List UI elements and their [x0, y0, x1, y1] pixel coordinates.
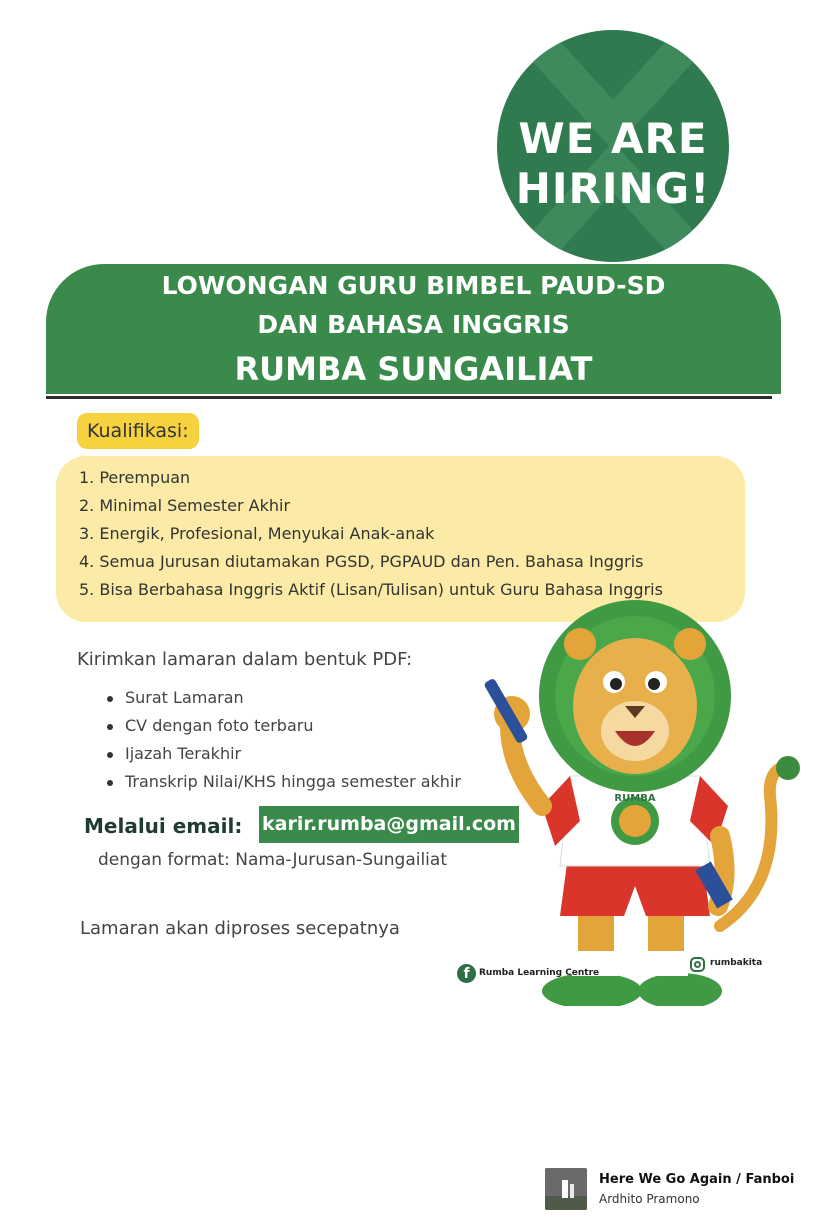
- email-address[interactable]: karir.rumba@gmail.com: [259, 806, 519, 843]
- email-label: Melalui email:: [84, 814, 243, 838]
- banner-title-line-3: RUMBA SUNGAILIAT: [234, 350, 593, 388]
- instagram-icon: [690, 957, 705, 972]
- banner-title-line-2: DAN BAHASA INGGRIS: [257, 310, 570, 339]
- album-art-thumbnail[interactable]: [545, 1168, 587, 1210]
- document-item: Ijazah Terakhir: [125, 744, 242, 763]
- album-art-icon: [545, 1168, 587, 1210]
- document-item: CV dengan foto terbaru: [125, 716, 314, 735]
- qualification-item: 4. Semua Jurusan diutamakan PGSD, PGPAUD dan Pen. Bahasa Inggris: [79, 552, 644, 571]
- song-title[interactable]: Here We Go Again / Fanboi: [599, 1172, 795, 1187]
- title-banner: [46, 264, 781, 394]
- document-item: Transkrip Nilai/KHS hingga semester akhir: [125, 772, 461, 791]
- instagram-handle: rumbakita: [710, 958, 763, 968]
- divider: [46, 396, 772, 399]
- format-note: dengan format: Nama-Jurusan-Sungailiat: [98, 850, 447, 870]
- qualification-item: 1. Perempuan: [79, 468, 191, 487]
- song-artist: Ardhito Pramono: [599, 1192, 700, 1206]
- mascot-shirt-text: RUMBA: [614, 793, 656, 804]
- qualification-item: 5. Bisa Berbahasa Inggris Aktif (Lisan/Tulisan) untuk Guru Bahasa Inggris: [79, 580, 663, 599]
- lion-mascot-illustration: [480, 596, 800, 1006]
- facebook-icon: f: [457, 964, 476, 983]
- badge-line-1: WE ARE: [518, 114, 708, 163]
- hiring-badge: [497, 30, 729, 262]
- facebook-handle: Rumba Learning Centre: [479, 968, 600, 978]
- qualifications-label: Kualifikasi:: [77, 413, 199, 449]
- qualification-item: 2. Minimal Semester Akhir: [79, 496, 291, 515]
- closing-note: Lamaran akan diproses secepatnya: [80, 918, 400, 939]
- application-intro: Kirimkan lamaran dalam bentuk PDF:: [77, 649, 413, 670]
- qualification-item: 3. Energik, Profesional, Menyukai Anak-anak: [79, 524, 435, 543]
- badge-line-2: HIRING!: [515, 164, 711, 213]
- document-item: Surat Lamaran: [125, 688, 244, 707]
- banner-title-line-1: LOWONGAN GURU BIMBEL PAUD-SD: [161, 271, 666, 300]
